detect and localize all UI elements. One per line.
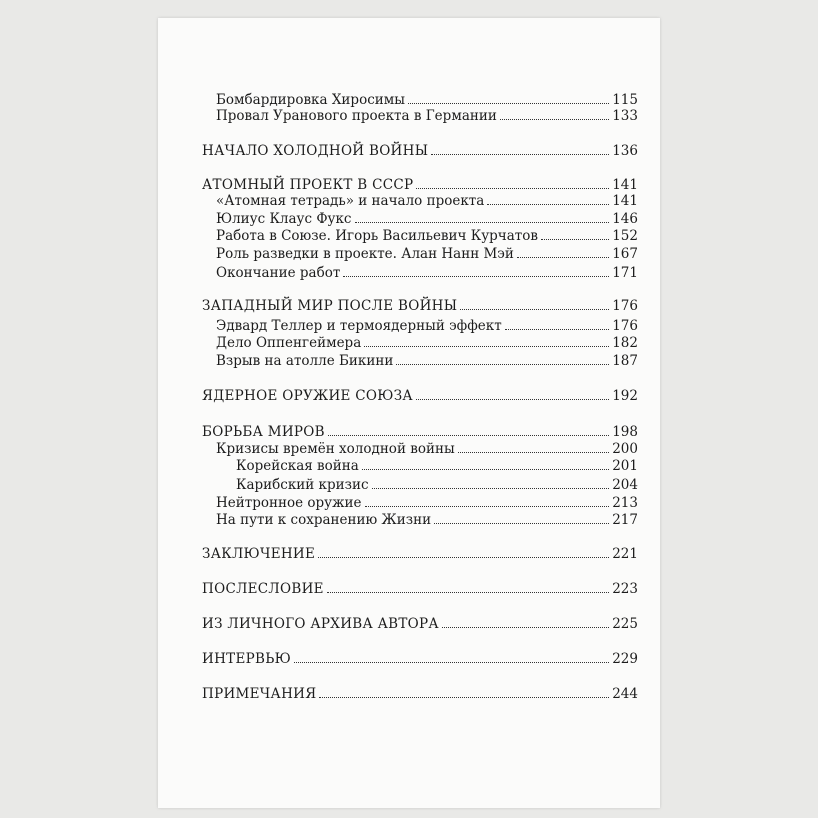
- toc-entry: [202, 577, 638, 597]
- dot-leader: [460, 309, 609, 310]
- toc-entry: [202, 647, 638, 667]
- dot-leader: [431, 154, 609, 155]
- toc-entry-page-number: 225: [612, 616, 638, 632]
- toc-entry: [216, 261, 638, 281]
- toc-entry-title: Кризисы времён холодной войны: [216, 441, 455, 457]
- toc-entry-page-number: 141: [612, 193, 638, 209]
- dot-leader: [327, 592, 609, 593]
- toc-entry-page-number: 133: [612, 108, 638, 124]
- toc-entry: [216, 508, 638, 528]
- toc-entry-page-number: 176: [612, 318, 638, 334]
- toc-entry-page-number: 187: [612, 353, 638, 369]
- toc-entry-title: Окончание работ: [216, 265, 341, 281]
- toc-entry-page-number: 200: [612, 441, 638, 457]
- toc-entry-title: АТОМНЫЙ ПРОЕКТ В СССР: [202, 177, 414, 193]
- toc-entry-title: ЗАПАДНЫЙ МИР ПОСЛЕ ВОЙНЫ: [202, 298, 458, 314]
- toc-entry-page-number: 221: [612, 546, 638, 562]
- toc-entry-title: На пути к сохранению Жизни: [216, 512, 432, 528]
- toc-entry: [216, 349, 638, 369]
- toc-entry-page-number: 213: [612, 495, 638, 511]
- toc-entry-title: Работа в Союзе. Игорь Васильевич Курчатов: [216, 228, 538, 244]
- dot-leader: [458, 452, 610, 453]
- toc-entry: [236, 454, 638, 474]
- toc-entry-page-number: 198: [612, 424, 638, 440]
- dot-leader: [487, 204, 609, 205]
- toc-entry-title: Бомбардировка Хиросимы: [216, 92, 406, 108]
- dot-leader: [500, 119, 609, 120]
- toc-entry: [216, 331, 638, 351]
- dot-leader: [362, 469, 609, 470]
- dot-leader: [434, 523, 609, 524]
- toc-entry: [202, 294, 638, 314]
- dot-leader: [365, 506, 610, 507]
- toc-entry-title: ЯДЕРНОЕ ОРУЖИЕ СОЮЗА: [202, 388, 413, 404]
- toc-entry: [202, 139, 638, 159]
- dot-leader: [396, 364, 609, 365]
- toc-entry-page-number: 229: [612, 651, 638, 667]
- toc-entry-page-number: 244: [612, 686, 638, 702]
- toc-entry-title: ИЗ ЛИЧНОГО АРХИВА АВТОРА: [202, 616, 439, 632]
- toc-entry: [202, 542, 638, 562]
- toc-entry: [202, 682, 638, 702]
- dot-leader: [416, 399, 609, 400]
- toc-entry-title: Нейтронное оружие: [216, 495, 362, 511]
- toc-entry-title: ПОСЛЕСЛОВИЕ: [202, 581, 324, 597]
- toc-entry-page-number: 217: [612, 512, 638, 528]
- toc-entry-page-number: 204: [612, 477, 638, 493]
- toc-entry-page-number: 136: [612, 143, 638, 159]
- toc-entry-title: Провал Уранового проекта в Германии: [216, 108, 497, 124]
- dot-leader: [328, 435, 609, 436]
- toc-entry: [236, 473, 638, 493]
- toc-entry-page-number: 146: [612, 211, 638, 227]
- dot-leader: [355, 222, 610, 223]
- dot-leader: [505, 329, 610, 330]
- toc-entry-title: Карибский кризис: [236, 477, 369, 493]
- dot-leader: [364, 346, 609, 347]
- dot-leader: [442, 627, 609, 628]
- toc-entry: [216, 104, 638, 124]
- toc-entry: [216, 242, 638, 262]
- toc-entry-title: ПРИМЕЧАНИЯ: [202, 686, 317, 702]
- dot-leader: [541, 239, 609, 240]
- book-page: [158, 18, 660, 808]
- toc-entry-title: БОРЬБА МИРОВ: [202, 424, 325, 440]
- toc-entry-title: ИНТЕРВЬЮ: [202, 651, 292, 667]
- toc-entry-title: Эдвард Теллер и термоядерный эффект: [216, 318, 502, 334]
- toc-entry-title: Дело Оппенгеймера: [216, 335, 362, 351]
- toc-entry-title: НАЧАЛО ХОЛОДНОЙ ВОЙНЫ: [202, 143, 429, 159]
- toc-entry-title: Взрыв на атолле Бикини: [216, 353, 394, 369]
- dot-leader: [343, 276, 609, 277]
- toc-entry-page-number: 176: [612, 298, 638, 314]
- toc-entry-page-number: 201: [612, 458, 638, 474]
- toc-entry-page-number: 182: [612, 335, 638, 351]
- dot-leader: [294, 662, 609, 663]
- dot-leader: [319, 697, 609, 698]
- toc-entry-page-number: 223: [612, 581, 638, 597]
- toc-entry-page-number: 115: [612, 92, 638, 108]
- toc-entry: [216, 224, 638, 244]
- toc-entry-title: «Атомная тетрадь» и начало проекта: [216, 193, 485, 209]
- toc-entry-title: ЗАКЛЮЧЕНИЕ: [202, 546, 316, 562]
- dot-leader: [372, 488, 610, 489]
- toc-entry-title: Роль разведки в проекте. Алан Нанн Мэй: [216, 246, 514, 262]
- toc-entry: [202, 612, 638, 632]
- toc-entry: [202, 384, 638, 404]
- toc-entry: [216, 189, 638, 209]
- toc-entry-page-number: 171: [612, 265, 638, 281]
- toc-entry-page-number: 192: [612, 388, 638, 404]
- dot-leader: [318, 557, 609, 558]
- toc-entry-title: Юлиус Клаус Фукс: [216, 211, 352, 227]
- toc-entry-page-number: 167: [612, 246, 638, 262]
- toc-entry-title: Корейская война: [236, 458, 359, 474]
- toc-entry-page-number: 141: [612, 177, 638, 193]
- toc-entry-page-number: 152: [612, 228, 638, 244]
- dot-leader: [517, 257, 609, 258]
